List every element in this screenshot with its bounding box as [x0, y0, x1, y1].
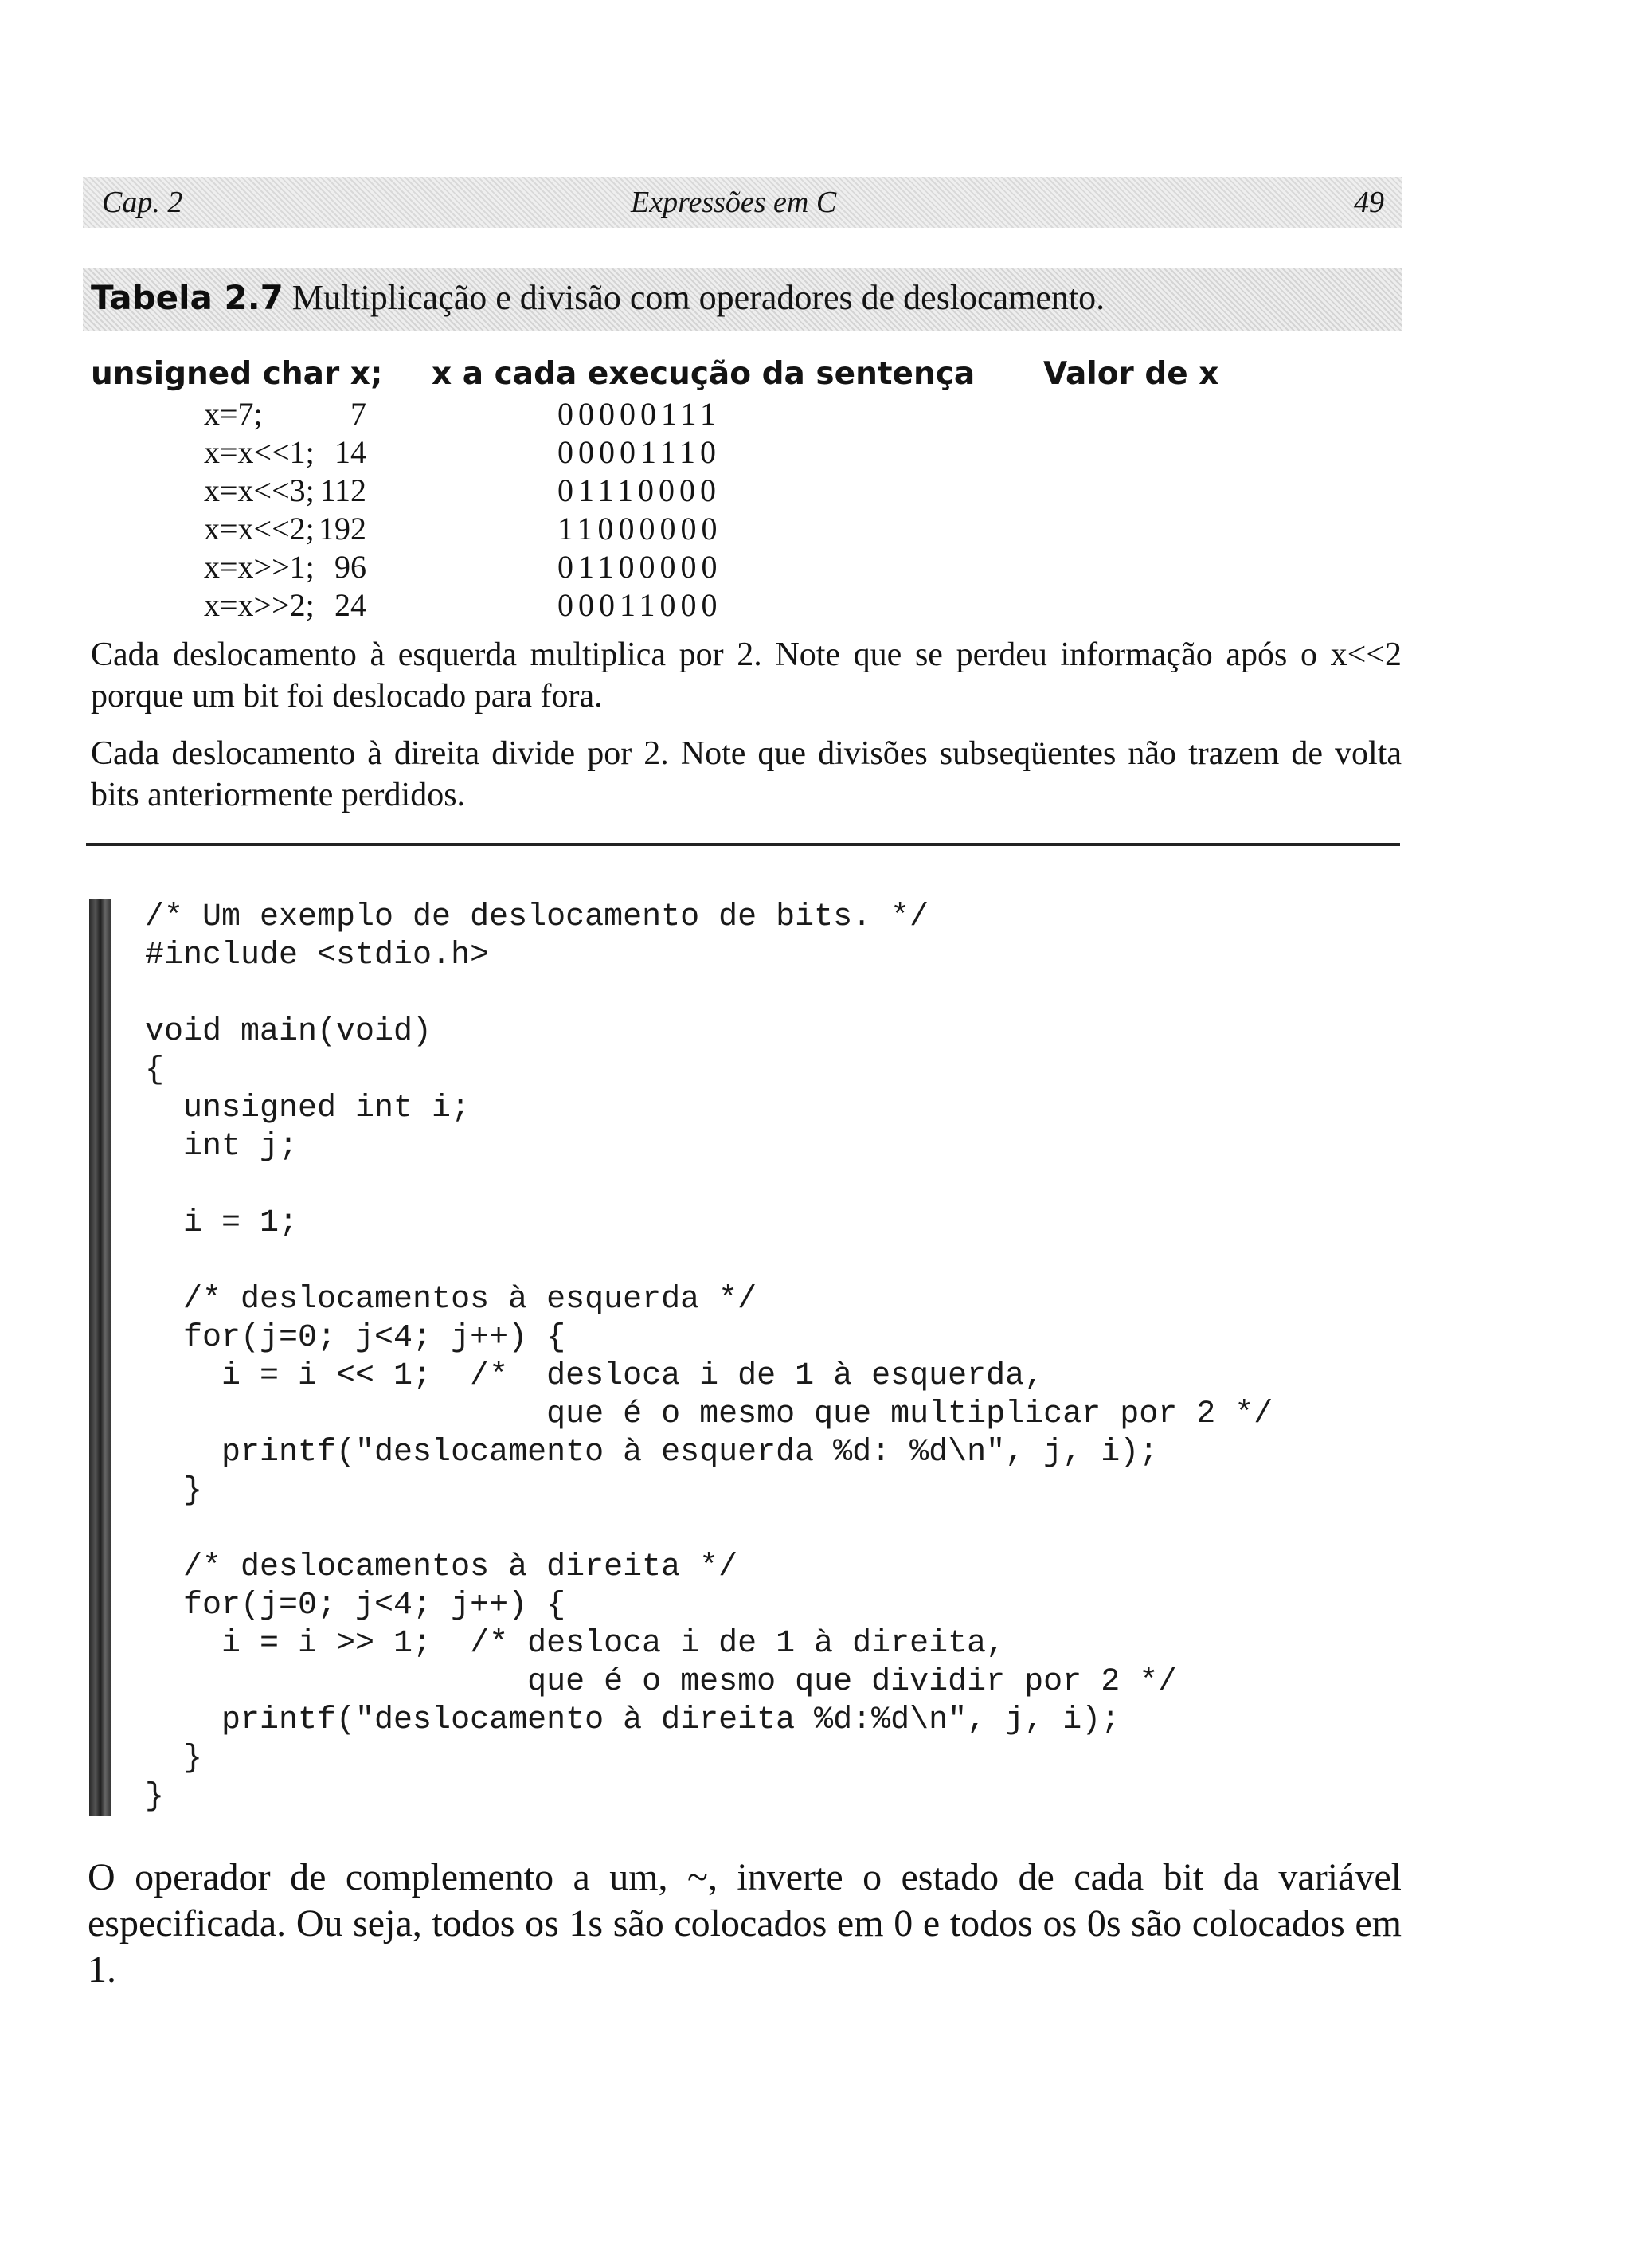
row-statement: x=x>>2;: [204, 587, 315, 623]
row-statement: x=x<<1;: [204, 434, 315, 470]
table-row: [0, 395, 1631, 433]
row-bits: 01110000: [557, 472, 722, 508]
column-header-value: Valor de x: [1043, 356, 1219, 392]
row-bits: 00000111: [557, 396, 722, 432]
row-bits: 00001110: [557, 434, 722, 470]
table-note-left-shift: Cada deslocamento à esquerda multiplica por 2. Note que se perdeu informação após o x<<2 porque um bit foi deslocado para fora.: [91, 637, 1402, 715]
table-row: [0, 472, 1631, 510]
column-header-statement: unsigned char x;: [91, 356, 383, 392]
row-statement: x=x>>1;: [204, 549, 315, 585]
code-margin-bar: [89, 899, 111, 1816]
row-bits: 01100000: [557, 549, 722, 585]
code-listing: /* Um exemplo de deslocamento de bits. */ #include <stdio.h> void main(void) { unsigned int i; int j; i = 1; /* deslocamentos à esquerda */ for(j=0; j<4; j++) { i = i << 1; /* desloca i de 1 à esquerda, que é o mesmo que multiplicar por 2 */ printf("deslocamento à esquerda %d: %d\n", j, i); } /* deslocamentos à direita */ for(j=0; j<4; j++) { i = i >> 1; /* desloca i de 1 à direita, que é o mesmo que dividir por 2 */ printf("deslocamento à direita %d:%d\n", j, i); } }: [145, 899, 1273, 1815]
row-value: 112: [319, 472, 366, 508]
table-row: [0, 510, 1631, 548]
body-paragraph: O operador de complemento a um, ~, inverte o estado de cada bit da variável especificada. Ou seja, todos os 1s são colocados em 0 e todos os 0s são colocados em 1.: [88, 1856, 1402, 1991]
chapter-label: Cap. 2: [102, 186, 183, 219]
row-value: 7: [350, 396, 366, 432]
row-value: 96: [334, 549, 366, 585]
row-value: 24: [334, 587, 366, 623]
row-statement: x=x<<2;: [204, 511, 315, 546]
section-divider: [86, 843, 1400, 846]
row-bits: 00011000: [557, 587, 722, 623]
row-statement: x=7;: [204, 396, 263, 432]
column-header-bits: x a cada execução da sentença: [432, 356, 976, 392]
table-label: Tabela 2.7: [91, 278, 284, 317]
table-row: [0, 586, 1631, 625]
table-body: [0, 395, 1631, 625]
row-value: 14: [334, 434, 366, 470]
table-caption: [91, 276, 1105, 320]
row-statement: x=x<<3;: [204, 472, 315, 508]
table-title: Multiplicação e divisão com operadores de deslocamento.: [291, 278, 1105, 317]
table-row: [0, 433, 1631, 472]
table-note-right-shift: Cada deslocamento à direita divide por 2. Note que divisões subseqüentes não trazem de volta bits anteriormente perdidos.: [91, 735, 1402, 813]
row-value: 192: [319, 511, 366, 546]
chapter-title: Expressões em C: [631, 186, 837, 219]
page-number: 49: [1354, 186, 1384, 219]
table-row: [0, 548, 1631, 586]
row-bits: 11000000: [557, 511, 722, 546]
